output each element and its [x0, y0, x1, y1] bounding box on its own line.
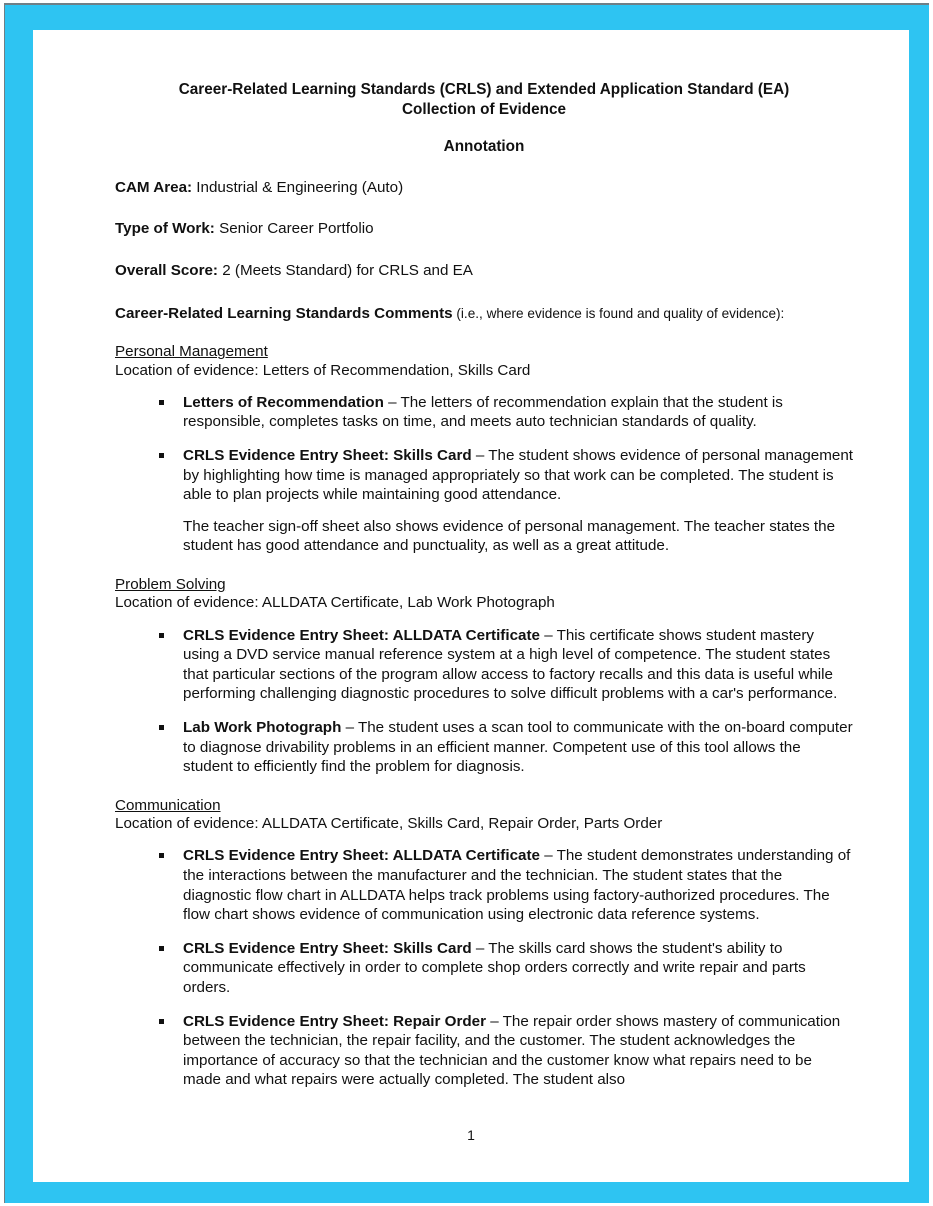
evidence-bullet-item	[115, 846, 853, 924]
field-overall-score-label: Overall Score:	[115, 261, 218, 279]
evidence-bullet-extra-paragraph: The teacher sign-off sheet also shows evidence of personal management. The teacher states the student has good attendance and punctuality, as well as a great attitude.	[183, 517, 836, 555]
field-overall-score	[115, 261, 853, 280]
field-type-of-work	[115, 219, 853, 238]
evidence-bullet-item	[115, 393, 853, 432]
evidence-bullet-list	[115, 846, 853, 1090]
standard-section-location: Location of evidence: ALLDATA Certificate, Lab Work Photograph	[115, 594, 555, 612]
standards-sections	[115, 343, 853, 1090]
evidence-bullet-item	[115, 626, 853, 704]
square-bullet-icon	[159, 946, 164, 951]
standard-section	[115, 797, 853, 1090]
standard-section-heading: Communication	[115, 796, 221, 814]
evidence-bullet-term: CRLS Evidence Entry Sheet: Repair Order	[183, 1012, 486, 1030]
page-title-line-2: Collection of Evidence	[401, 100, 567, 118]
evidence-bullet-text: – The letters of recommendation explain that the student is responsible, completes tasks on time, and meets auto technician standards of quality.	[183, 393, 783, 431]
page-title	[115, 80, 853, 120]
scan-border-frame	[4, 3, 929, 1203]
evidence-bullet-term: CRLS Evidence Entry Sheet: ALLDATA Certificate	[183, 847, 540, 865]
field-cam-area	[115, 178, 853, 197]
field-cam-area-label: CAM Area:	[115, 179, 193, 197]
evidence-bullet-item	[115, 718, 853, 777]
field-cam-area-value: Industrial & Engineering (Auto)	[192, 179, 404, 197]
standard-section-location: Location of evidence: Letters of Recommendation, Skills Card	[115, 361, 531, 379]
evidence-bullet-list	[115, 393, 853, 556]
evidence-bullet-text: – The repair order shows mastery of communication between the technician, the repair facility, and the customer. The student acknowledges the importance of accuracy so that the technician and the customer know what repairs need to be made and what repairs were actually completed. The student also	[183, 1012, 841, 1089]
page-title-line-1: Career-Related Learning Standards (CRLS) and Extended Application Standard (EA)	[178, 81, 790, 98]
square-bullet-icon	[159, 853, 164, 858]
standard-section	[115, 343, 853, 556]
page-subtitle: Annotation	[443, 137, 525, 155]
evidence-bullet-item	[115, 446, 853, 556]
square-bullet-icon	[159, 1019, 164, 1024]
square-bullet-icon	[159, 400, 164, 405]
evidence-bullet-text: – The student shows evidence of personal management by highlighting how time is managed appropriately so that work can be completed. The student is able to plan projects while maintaining good attendance.	[183, 447, 853, 504]
evidence-bullet-term: CRLS Evidence Entry Sheet: Skills Card	[183, 447, 472, 465]
standard-section-location: Location of evidence: ALLDATA Certificate, Skills Card, Repair Order, Parts Order	[115, 815, 663, 833]
square-bullet-icon	[159, 633, 164, 638]
evidence-bullet-text: – The student uses a scan tool to communicate with the on-board computer to diagnose drivability problems in an efficient manner. Competent use of this tool allows the student to efficiently find the problem for diagnosis.	[183, 719, 853, 776]
evidence-bullet-term: CRLS Evidence Entry Sheet: Skills Card	[183, 939, 472, 957]
evidence-bullet-term: Letters of Recommendation	[183, 393, 384, 411]
standard-section-heading: Problem Solving	[115, 576, 226, 594]
standard-section-heading: Personal Management	[115, 343, 268, 361]
evidence-bullet-item	[115, 939, 853, 998]
evidence-bullet-text: – The student demonstrates understanding of the interactions between the manufacturer and the technician. The student states that the diagnostic flow chart in ALLDATA helps track problems using factory-authorized procedures. The flow chart shows evidence of communication using electronic data reference systems.	[183, 847, 851, 924]
document-body	[115, 80, 853, 1090]
page-number: 1	[467, 1127, 475, 1143]
comments-heading	[115, 304, 853, 323]
field-type-of-work-label: Type of Work:	[115, 220, 215, 238]
field-overall-score-value: 2 (Meets Standard) for CRLS and EA	[218, 261, 473, 279]
evidence-bullet-term: CRLS Evidence Entry Sheet: ALLDATA Certificate	[183, 626, 540, 644]
square-bullet-icon	[159, 725, 164, 730]
evidence-bullet-text: – This certificate shows student mastery using a DVD service manual reference system at a high level of competence. The student states that particular sections of the program allow access to factory recalls and this data is useful while performing challenging diagnostic procedures to solve difficult problems with a car's performance.	[183, 626, 838, 703]
field-type-of-work-value: Senior Career Portfolio	[214, 220, 374, 238]
document-page	[33, 30, 909, 1182]
evidence-bullet-item	[115, 1012, 853, 1090]
evidence-bullet-list	[115, 626, 853, 777]
comments-heading-label: Career-Related Learning Standards Comments	[115, 305, 453, 323]
square-bullet-icon	[159, 453, 164, 458]
evidence-bullet-text: – The skills card shows the student's ability to communicate effectively in order to complete shop orders correctly and write repair and parts orders.	[183, 939, 806, 996]
comments-heading-note: (i.e., where evidence is found and quality of evidence):	[452, 306, 785, 322]
evidence-bullet-term: Lab Work Photograph	[183, 719, 342, 736]
standard-section	[115, 576, 853, 777]
